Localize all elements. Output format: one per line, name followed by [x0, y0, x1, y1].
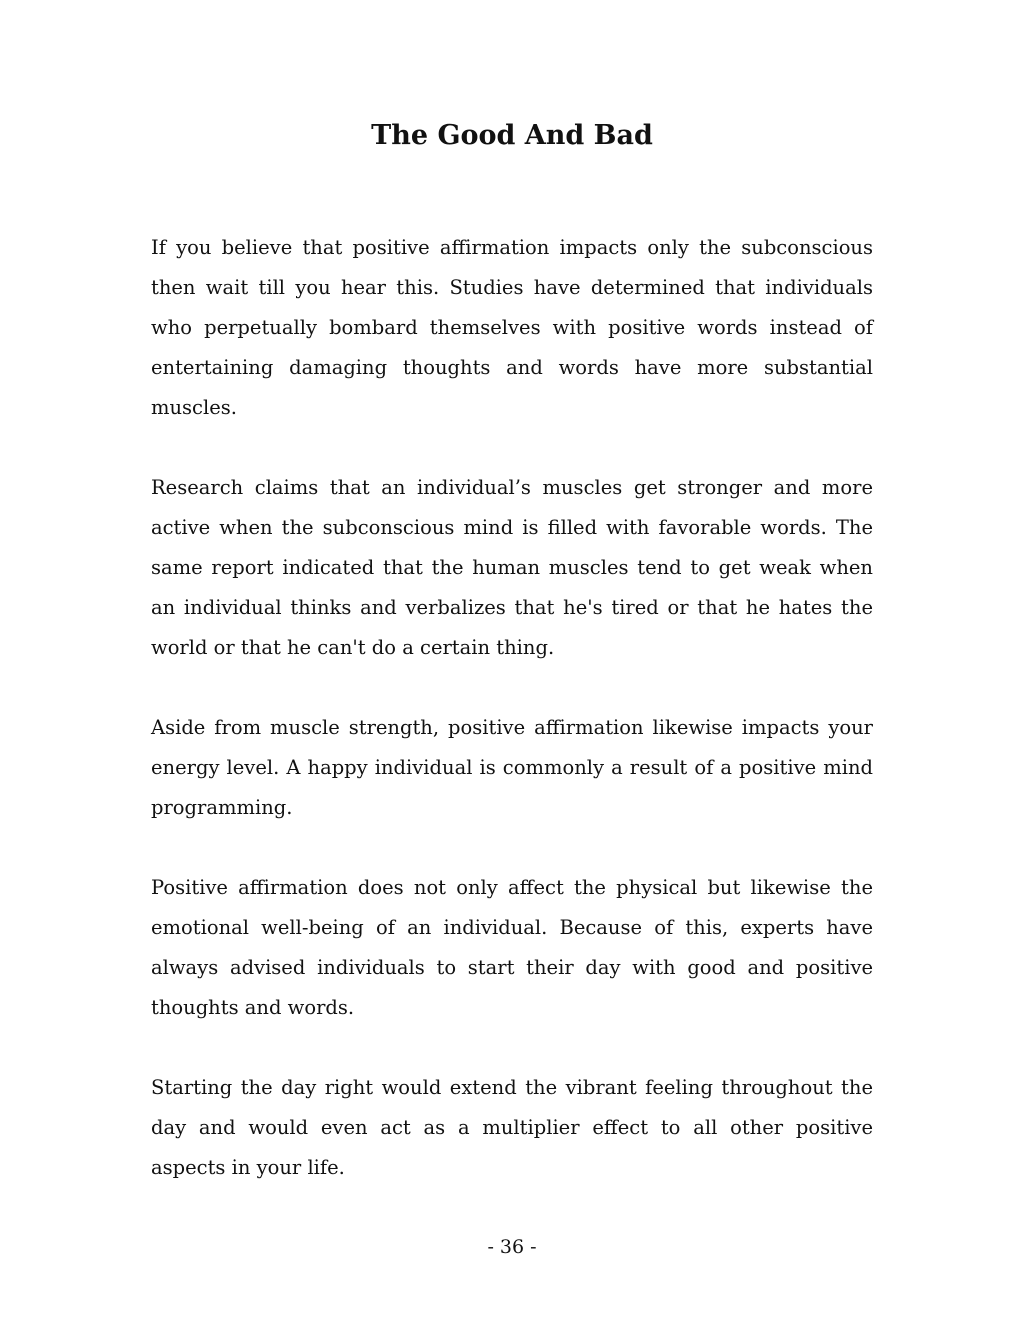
paragraph-2: Research claims that an individual’s muscles get stronger and more active when the subconscious mind is filled with favorable words. The same report indicated that the human muscles tend to get weak when an individual thinks and verbalizes that he's tired or that he hates the world or that he can't do a certain thing. [151, 476, 873, 659]
page-title: The Good And Bad [371, 120, 653, 151]
paragraph-3: Aside from muscle strength, positive affirmation likewise impacts your energy level. A happy individual is commonly a result of a positive mind programming. [151, 716, 873, 819]
paragraph-1: If you believe that positive affirmation impacts only the subconscious then wait till you hear this. Studies have determined that individuals who perpetually bombard themselves with positive words instead of entertaining damaging thoughts and words have more substantial muscles. [151, 236, 873, 419]
page-number: - 36 - [487, 1236, 537, 1258]
paragraph-5: Starting the day right would extend the vibrant feeling throughout the day and would even act as a multiplier effect to all other positive aspects in your life. [151, 1076, 873, 1179]
paragraph-4: Positive affirmation does not only affect the physical but likewise the emotional well-being of an individual. Because of this, experts have always advised individuals to start their day with good and positive thoughts and words. [151, 876, 873, 1019]
body-text [151, 228, 873, 1228]
